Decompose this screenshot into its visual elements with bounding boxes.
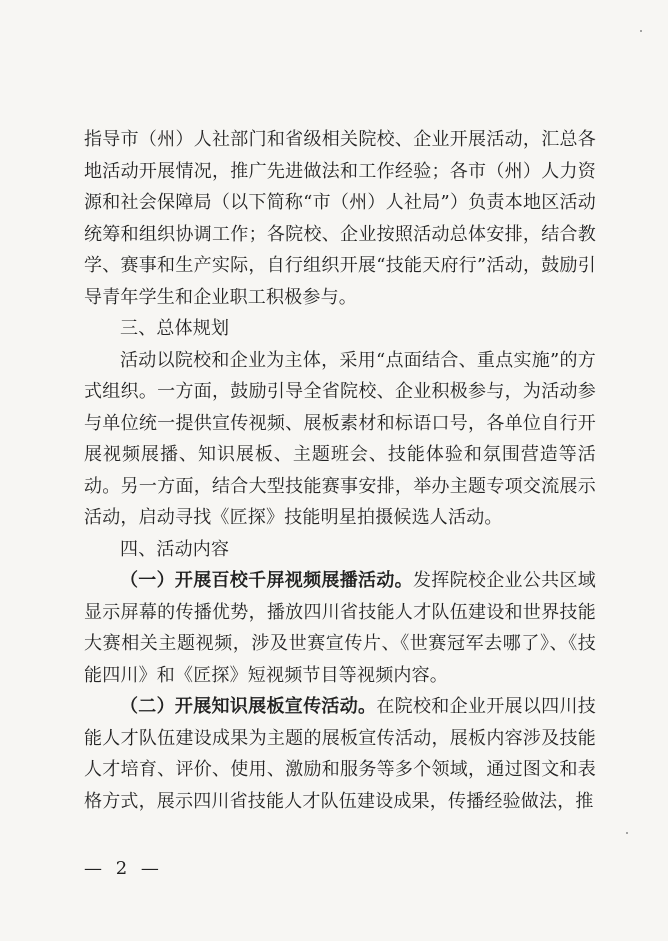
- subheading-video-broadcast: （一）开展百校千屏视频展播活动。: [120, 570, 413, 591]
- scan-speck: [626, 832, 628, 834]
- section-heading-overall-plan: 三、总体规划: [120, 318, 230, 339]
- paragraph-video-broadcast-text: 发挥院校企业公共区域显示屏幕的传播优势，播放四川省技能人才队伍建设和世界技能大赛相关主题视频，涉及世赛宣传片、《世赛冠军去哪了》、《技能四川》和《匠探》短视频节目等视频内容。: [84, 570, 597, 686]
- paragraph-intro: 指导市（州）人社部门和省级相关院校、企业开展活动，汇总各地活动开展情况，推广先进做法和工作经验；各市（州）人力资源和社会保障局（以下简称“市（州）人社局”）负责本地区活动统筹和组织协调工作；各院校、企业按照活动总体安排，结合教学、赛事和生产实际，自行组织开展“技能天府行”活动，鼓励引导青年学生和企业职工积极参与。: [84, 129, 596, 308]
- subheading-knowledge-board: （二）开展知识展板宣传活动。: [120, 696, 377, 717]
- paragraph-knowledge-board: [84, 691, 596, 817]
- paragraph-video-broadcast: [84, 565, 596, 691]
- scan-speck: [640, 30, 642, 32]
- page-number: — 2 —: [84, 858, 163, 879]
- section-heading-activity-content: 四、活动内容: [120, 538, 230, 560]
- paragraph-knowledge-board-text: 在院校和企业开展以四川技能人才队伍建设成果为主题的展板宣传活动，展板内容涉及技能人才培育、评价、使用、激励和服务等多个领域，通过图文和表格方式，展示四川省技能人才队伍建设成果，传播经验做法，推: [84, 696, 596, 812]
- paragraph-overall-plan: 活动以院校和企业为主体，采用“点面结合、重点实施”的方式组织。一方面，鼓励引导全省院校、企业积极参与，为活动参与单位统一提供宣传视频、展板素材和标语口号，各单位自行开展视频展播、知识展板、主题班会、技能体验和氛围营造等活动。另一方面，结合大型技能赛事安排，举办主题专项交流展示活动，启动寻找《匠探》技能明星拍摄候选人活动。: [84, 349, 596, 528]
